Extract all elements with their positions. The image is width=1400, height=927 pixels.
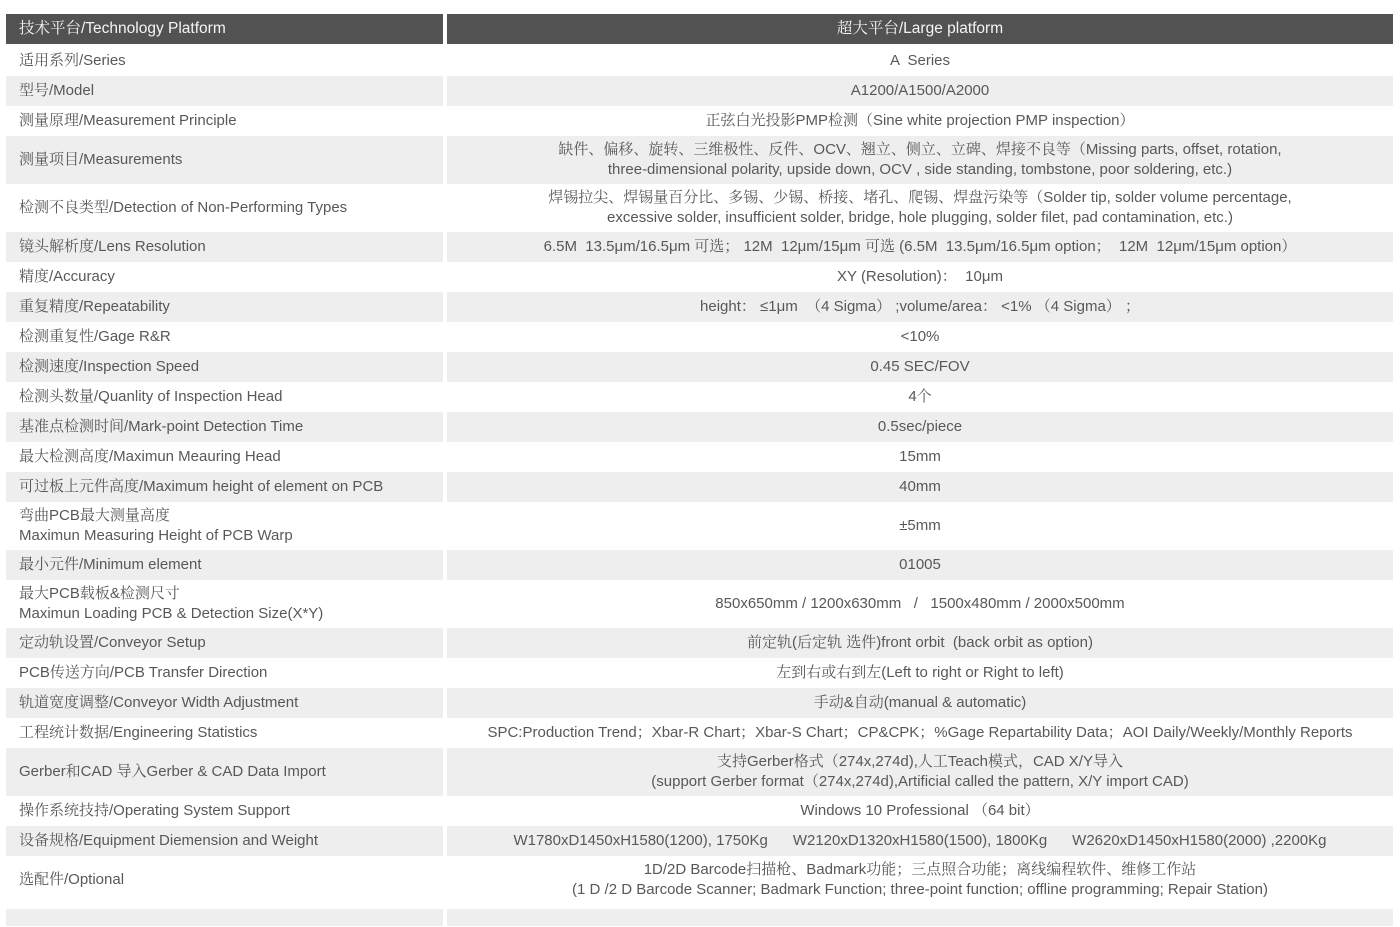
spec-rows	[6, 46, 1393, 904]
row-value	[447, 76, 1393, 106]
table-row	[6, 442, 1393, 472]
row-value-text: <10%	[900, 328, 940, 345]
row-value-text: 1D/2D Barcode扫描枪、Badmark功能；三点照合功能；离线编程软件、维修工作站	[643, 861, 1197, 878]
row-value	[447, 106, 1393, 136]
row-label	[6, 796, 443, 826]
header-right-cell	[447, 14, 1393, 44]
row-label	[6, 184, 443, 232]
row-label-text: 适用系列/Series	[19, 52, 126, 69]
row-value	[447, 628, 1393, 658]
row-label-text: 设备规格/Equipment Diemension and Weight	[19, 832, 319, 849]
table-row	[6, 502, 1393, 550]
table-row	[6, 382, 1393, 412]
row-label	[6, 856, 443, 904]
row-value	[447, 382, 1393, 412]
row-value	[447, 46, 1393, 76]
row-label-text: 检测速度/Inspection Speed	[19, 358, 200, 375]
row-label	[6, 46, 443, 76]
table-row	[6, 352, 1393, 382]
row-value-text: (1 D /2 D Barcode Scanner; Badmark Function; three-point function; offline programming; Repair Station)	[572, 881, 1268, 898]
row-value	[447, 184, 1393, 232]
table-row	[6, 658, 1393, 688]
row-label	[6, 382, 443, 412]
row-label	[6, 580, 443, 628]
row-label-text: Maximun Measuring Height of PCB Warp	[19, 527, 293, 544]
table-row	[6, 262, 1393, 292]
table-row	[6, 322, 1393, 352]
row-value	[447, 292, 1393, 322]
row-label-text: 最大PCB载板&检测尺寸	[19, 585, 180, 602]
row-label-text: 轨道宽度调整/Conveyor Width Adjustment	[19, 694, 299, 711]
row-value-text: A Series	[889, 52, 951, 69]
row-value	[447, 688, 1393, 718]
table-row	[6, 46, 1393, 76]
partial-row-value-cell	[447, 909, 1393, 926]
row-label-text: 工程统计数据/Engineering Statistics	[19, 724, 258, 741]
row-value-text: 缺件、偏移、旋转、三维极性、反件、OCV、翘立、侧立、立碑、焊接不良等（Missing parts, offset, rotation,	[558, 141, 1282, 158]
row-value	[447, 658, 1393, 688]
table-row	[6, 550, 1393, 580]
row-label-text: 定动轨设置/Conveyor Setup	[19, 634, 206, 651]
row-label-text: 检测不良类型/Detection of Non-Performing Types	[19, 199, 348, 216]
row-value	[447, 322, 1393, 352]
header-right-label: 超大平台/Large platform	[836, 20, 1004, 37]
row-label	[6, 658, 443, 688]
row-value	[447, 796, 1393, 826]
table-row	[6, 856, 1393, 904]
row-label-text: 检测重复性/Gage R&R	[19, 328, 171, 345]
row-value	[447, 352, 1393, 382]
table-row	[6, 718, 1393, 748]
row-value	[447, 262, 1393, 292]
row-value-text: 0.45 SEC/FOV	[870, 358, 970, 375]
row-label	[6, 352, 443, 382]
table-row	[6, 826, 1393, 856]
row-label	[6, 76, 443, 106]
row-value-text: three-dimensional polarity, upside down, OCV , side standing, tombstone, poor soldering, etc.)	[607, 161, 1233, 178]
row-label-text: PCB传送方向/PCB Transfer Direction	[19, 664, 268, 681]
table-row	[6, 292, 1393, 322]
header-left-label: 技术平台/Technology Platform	[19, 20, 226, 37]
row-value-text: 焊锡拉尖、焊锡量百分比、多锡、少锡、桥接、堵孔、爬锡、焊盘污染等（Solder tip, solder volume percentage,	[548, 189, 1292, 206]
row-label-text: 选配件/Optional	[19, 871, 125, 888]
row-label-text: 精度/Accuracy	[19, 268, 115, 285]
row-value-text: 支持Gerber格式（274x,274d),人工Teach模式，CAD X/Y导入	[717, 753, 1123, 770]
row-value-text: ±5mm	[899, 517, 941, 534]
row-value	[447, 136, 1393, 184]
row-value	[447, 232, 1393, 262]
row-label-text: 最小元件/Minimum element	[19, 556, 202, 573]
table-header-row	[6, 14, 1393, 44]
row-value-text: 40mm	[899, 478, 941, 495]
row-label-text: 测量项目/Measurements	[19, 151, 183, 168]
row-value-text: 01005	[899, 556, 941, 573]
row-value-text: A1200/A1500/A2000	[850, 82, 990, 99]
table-row	[6, 184, 1393, 232]
table-row	[6, 580, 1393, 628]
table-row	[6, 136, 1393, 184]
row-value-text: SPC:Production Trend；Xbar-R Chart；Xbar-S Chart；CP&CPK；%Gage Repartability Data；AOI Daily/Weekly/Monthly Reports	[487, 724, 1353, 741]
row-label	[6, 136, 443, 184]
row-value-text: 4个	[908, 388, 932, 405]
row-label	[6, 262, 443, 292]
table-row	[6, 472, 1393, 502]
row-value-text: 正弦白光投影PMP检测（Sine white projection PMP inspection）	[705, 112, 1135, 129]
row-label	[6, 826, 443, 856]
row-value	[447, 472, 1393, 502]
row-label	[6, 550, 443, 580]
row-value-text: 手动&自动(manual & automatic)	[813, 694, 1027, 711]
row-value-text: W1780xD1450xH1580(1200), 1750Kg W2120xD1320xH1580(1500), 1800Kg W2620xD1450xH1580(2000) ,2200Kg	[513, 832, 1327, 849]
row-label-text: Gerber和CAD 导入Gerber & CAD Data Import	[19, 763, 326, 780]
row-label-text: 镜头解析度/Lens Resolution	[19, 238, 206, 255]
row-value	[447, 550, 1393, 580]
row-value	[447, 718, 1393, 748]
row-label-text: 操作系统技持/Operating System Support	[19, 802, 290, 819]
row-value-text: 15mm	[899, 448, 941, 465]
row-value-text: excessive solder, insufficient solder, bridge, hole plugging, solder filet, pad contamination, etc.)	[607, 209, 1233, 226]
row-value-text: (support Gerber format（274x,274d),Artificial called the pattern, X/Y import CAD)	[651, 773, 1189, 790]
row-value	[447, 856, 1393, 904]
row-label-text: 重复精度/Repeatability	[19, 298, 170, 315]
row-label-text: 基准点检测时间/Mark-point Detection Time	[19, 418, 304, 435]
row-value-text: XY (Resolution)： 10μm	[837, 268, 1003, 285]
row-label-text: 检测头数量/Quanlity of Inspection Head	[19, 388, 283, 405]
row-value-text: 850x650mm / 1200x630mm / 1500x480mm / 2000x500mm	[715, 595, 1125, 612]
row-label	[6, 412, 443, 442]
row-label	[6, 472, 443, 502]
row-label-text: 型号/Model	[19, 82, 95, 99]
row-label-text: 测量原理/Measurement Principle	[19, 112, 237, 129]
row-label-text: 弯曲PCB最大测量高度	[19, 507, 170, 524]
table-row	[6, 412, 1393, 442]
row-label	[6, 718, 443, 748]
row-label-text: Maximun Loading PCB & Detection Size(X*Y)	[19, 605, 324, 622]
row-label-text: 可过板上元件高度/Maximum height of element on PCB	[19, 478, 384, 495]
table-row	[6, 628, 1393, 658]
row-value-text: 前定轨(后定轨 选件)front orbit (back orbit as option)	[747, 634, 1093, 651]
row-label-text: 最大检测高度/Maximun Meauring Head	[19, 448, 281, 465]
row-label	[6, 502, 443, 550]
row-label	[6, 322, 443, 352]
table-row	[6, 748, 1393, 796]
row-value-text: 6.5M 13.5μm/16.5μm 可选； 12M 12μm/15μm 可选 (6.5M 13.5μm/16.5μm option； 12M 12μm/15μm option）	[543, 238, 1297, 255]
row-value-text: 左到右或右到左(Left to right or Right to left)	[776, 664, 1064, 681]
partial-row-label-cell	[6, 909, 443, 926]
row-value	[447, 442, 1393, 472]
row-value-text: height： ≤1μm （4 Sigma） ;volume/area： <1% （4 Sigma） ；	[700, 298, 1140, 315]
table-row	[6, 106, 1393, 136]
row-label	[6, 688, 443, 718]
row-value	[447, 412, 1393, 442]
row-value-text: 0.5sec/piece	[877, 418, 963, 435]
table-row	[6, 688, 1393, 718]
row-value	[447, 580, 1393, 628]
row-value	[447, 748, 1393, 796]
row-value	[447, 502, 1393, 550]
table-row	[6, 76, 1393, 106]
row-label	[6, 628, 443, 658]
row-label	[6, 748, 443, 796]
row-label	[6, 442, 443, 472]
partial-bottom-row	[6, 909, 1393, 926]
row-label	[6, 292, 443, 322]
row-label	[6, 232, 443, 262]
header-left-cell	[6, 14, 443, 44]
row-label	[6, 106, 443, 136]
table-row	[6, 232, 1393, 262]
row-value-text: Windows 10 Professional （64 bit）	[800, 802, 1040, 819]
row-value	[447, 826, 1393, 856]
table-row	[6, 796, 1393, 826]
